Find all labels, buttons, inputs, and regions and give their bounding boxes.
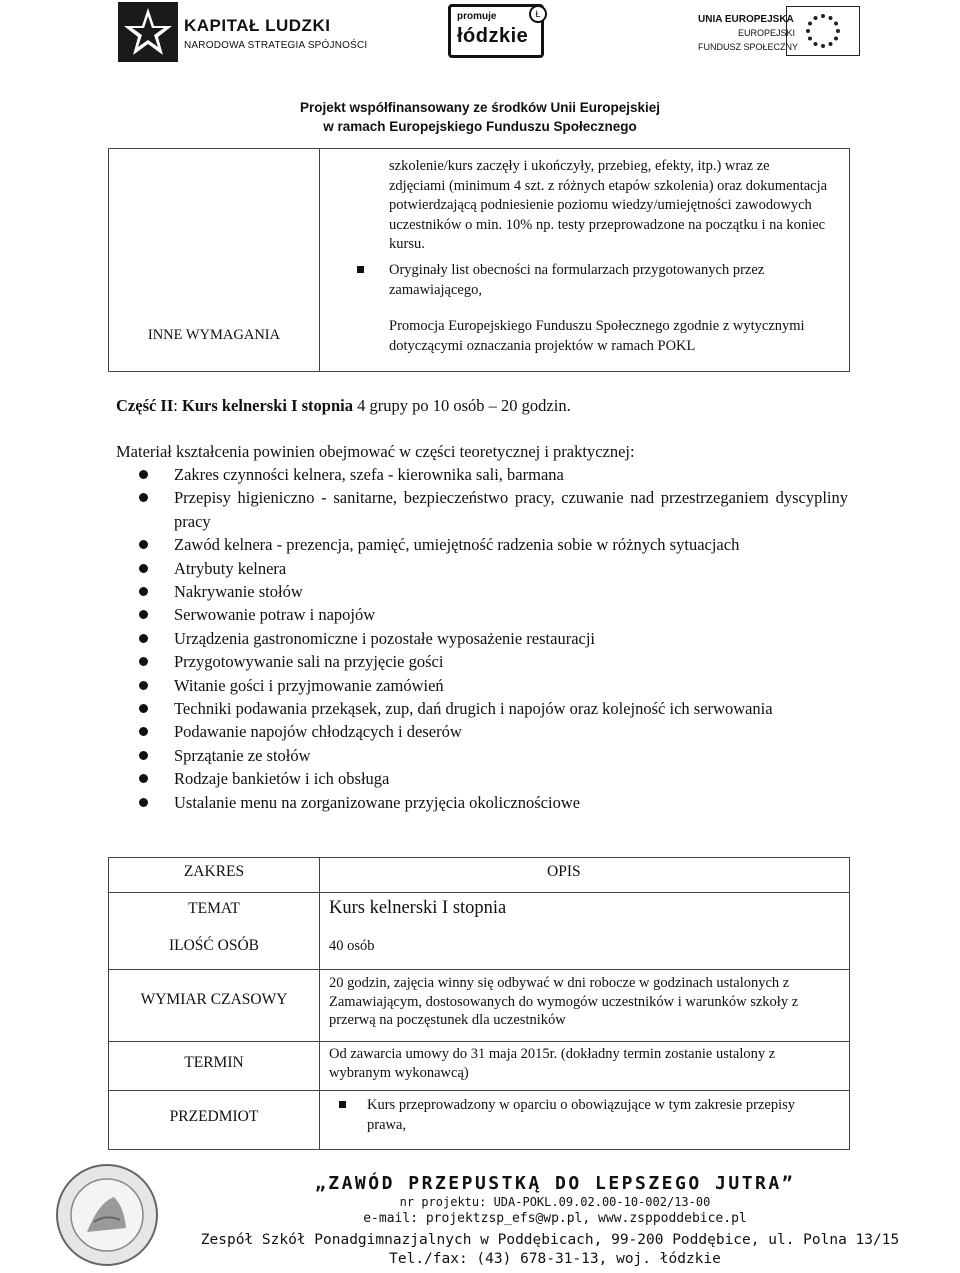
project-motto: „ZAWÓD PRZEPUSTKĄ DO LEPSZEGO JUTRA” bbox=[314, 1173, 796, 1194]
cofinancing-line-2: w ramach Europejskiego Funduszu Społecznego bbox=[323, 119, 637, 134]
curriculum-topic-item bbox=[116, 486, 848, 533]
eu-flag-icon bbox=[786, 6, 860, 56]
bullet-dot-icon bbox=[138, 609, 149, 620]
bullet-dot-icon bbox=[138, 680, 149, 691]
curriculum-topic-item bbox=[116, 767, 848, 790]
curriculum-topic-text: Techniki podawania przekąsek, zup, dań drugich i napojów oraz kolejność ich serwowania bbox=[174, 699, 773, 719]
przedmiot-value: Kurs przeprowadzony w oparciu o obowiązujące w tym zakresie przepisy prawa, bbox=[367, 1097, 795, 1133]
bullet-dot-icon bbox=[138, 773, 149, 784]
school-seal-icon bbox=[54, 1162, 160, 1268]
termin-value: Od zawarcia umowy do 31 maja 2015r. (dokładny termin zostanie ustalony z wybranym wykonawcą) bbox=[329, 1046, 776, 1081]
kapital-ludzki-title: KAPITAŁ LUDZKI bbox=[184, 16, 331, 35]
curriculum-topic-text: Atrybuty kelnera bbox=[174, 558, 287, 578]
przedmiot-label: PRZEDMIOT bbox=[169, 1108, 259, 1125]
bullet-dot-icon bbox=[138, 539, 149, 550]
curriculum-topic-item bbox=[116, 627, 848, 650]
school-phone: Tel./fax: (43) 678-31-13, woj. łódzkie bbox=[389, 1251, 721, 1267]
curriculum-topic-item bbox=[116, 533, 848, 556]
curriculum-topic-item bbox=[116, 603, 848, 626]
curriculum-topic-text: Urządzenia gastronomiczne i pozostałe wyposażenie restauracji bbox=[174, 628, 596, 648]
bullet-dot-icon bbox=[138, 797, 149, 808]
curriculum-topic-text: Serwowanie potraw i napojów bbox=[174, 605, 376, 625]
course-details-table bbox=[108, 857, 850, 1150]
table-column-divider bbox=[319, 149, 320, 371]
requirements-table bbox=[108, 148, 850, 372]
bullet-dot-icon bbox=[138, 703, 149, 714]
eu-social-fund-text: FUNDUSZ SPOŁECZNY bbox=[698, 42, 799, 52]
curriculum-topic-item bbox=[116, 674, 848, 697]
temat-label: TEMAT bbox=[188, 900, 240, 917]
curriculum-topic-text: Zakres czynności kelnera, szefa - kierownika sali, barmana bbox=[174, 465, 564, 484]
bullet-dot-icon bbox=[138, 586, 149, 597]
section-course-title: Kurs kelnerski I stopnia bbox=[182, 396, 353, 415]
termin-label: TERMIN bbox=[184, 1054, 244, 1071]
ilosc-osob-label: ILOŚĆ OSÓB bbox=[168, 937, 259, 954]
eu-union-text: UNIA EUROPEJSKA bbox=[698, 14, 794, 25]
section-course-details: 4 grupy po 10 osób – 20 godzin. bbox=[357, 396, 571, 415]
curriculum-topic-text: Podawanie napojów chłodzących i deserów bbox=[174, 722, 462, 742]
section-heading bbox=[116, 396, 571, 416]
kapital-ludzki-star-icon bbox=[118, 2, 178, 62]
curriculum-topic-text: Przepisy higieniczno - sanitarne, bezpieczeństwo pracy, czuwanie nad przestrzeganiem dyscypliny pracy bbox=[174, 488, 848, 531]
table-row-divider bbox=[109, 892, 849, 893]
curriculum-topic-text: Rodzaje bankietów i ich obsługa bbox=[174, 769, 390, 789]
wymiar-czasowy-value: 20 godzin, zajęcia winny się odbywać w dni robocze w godzinach ustalonych z Zamawiającym, dostosowanych do wymogów uczestników i warunków szkoły z przerwą na poczęstunek dla uczestników bbox=[329, 975, 799, 1029]
curriculum-topic-item bbox=[116, 791, 848, 814]
school-address: Zespół Szkół Ponadgimnazjalnych w Poddębicach, 99-200 Poddębice, ul. Polna 13/15 bbox=[200, 1232, 900, 1248]
table-row-divider bbox=[109, 1090, 849, 1091]
curriculum-topic-text: Witanie gości i przyjmowanie zamówień bbox=[174, 675, 444, 695]
square-bullet-icon bbox=[357, 266, 364, 273]
bullet-dot-icon bbox=[138, 656, 149, 667]
kapital-ludzki-subtitle: NARODOWA STRATEGIA SPÓJNOŚCI bbox=[184, 40, 368, 51]
table-row-divider bbox=[109, 969, 849, 970]
curriculum-topic-item bbox=[116, 720, 848, 743]
documentation-requirement-text: szkolenie/kurs zaczęły i ukończyły, przebieg, efekty, itp.) wraz ze zdjęciami (minimum 4 szt. z różnych etapów szkolenia) oraz dokumentacja potwierdzającą podniesienie poziomu wiedzy/umiejętności zawodowych uczestników o min. 10% np. testy przeprowadzone na początku i na koniec kursu. bbox=[389, 158, 828, 252]
project-number: nr projektu: UDA-POKL.09.02.00-10-002/13-00 bbox=[399, 1195, 711, 1209]
lodzkie-promuje-text: promuje bbox=[457, 11, 497, 22]
curriculum-topic-text: Ustalanie menu na zorganizowane przyjęcia okolicznościowe bbox=[174, 792, 581, 812]
eu-european-text: EUROPEJSKI bbox=[738, 28, 796, 38]
curriculum-topic-item bbox=[116, 463, 848, 486]
curriculum-topic-text: Sprzątanie ze stołów bbox=[174, 745, 311, 765]
curriculum-topic-item bbox=[116, 557, 848, 580]
section-colon: : bbox=[173, 396, 178, 415]
header-zakres: ZAKRES bbox=[183, 863, 245, 880]
bullet-dot-icon bbox=[138, 633, 149, 644]
square-bullet-icon bbox=[339, 1101, 346, 1108]
other-requirements-label: INNE WYMAGANIA bbox=[147, 327, 281, 343]
curriculum-topic-item bbox=[116, 650, 848, 673]
lodzkie-name-text: łódzkie bbox=[457, 25, 529, 47]
curriculum-intro: Materiał kształcenia powinien obejmować w części teoretycznej i praktycznej: bbox=[116, 442, 635, 461]
other-requirements-value: Promocja Europejskiego Funduszu Społecznego zgodnie z wytycznymi dotyczącymi oznaczania projektów w ramach POKL bbox=[389, 318, 805, 354]
eu-logo bbox=[698, 14, 898, 60]
curriculum-topic-text: Zawód kelnera - prezencja, pamięć, umiejętność radzenia sobie w różnych sytuacjach bbox=[174, 535, 740, 555]
curriculum-topic-text: Nakrywanie stołów bbox=[174, 582, 303, 602]
table-column-divider bbox=[319, 858, 320, 1149]
page-header bbox=[0, 0, 960, 92]
contact-email-website: e-mail: projektzsp_efs@wp.pl, www.zsppoddebice.pl bbox=[363, 1211, 747, 1226]
attendance-list-text: Oryginały list obecności na formularzach przygotowanych przez zamawiającego, bbox=[389, 262, 765, 298]
ilosc-osob-value: 40 osób bbox=[329, 938, 375, 954]
wymiar-czasowy-label: WYMIAR CZASOWY bbox=[140, 991, 288, 1008]
curriculum-topic-item bbox=[116, 697, 848, 720]
cofinancing-note bbox=[0, 98, 960, 136]
curriculum-topic-text: Przygotowywanie sali na przyjęcie gości bbox=[174, 652, 444, 672]
bullet-dot-icon bbox=[138, 726, 149, 737]
table-row-divider bbox=[109, 1041, 849, 1042]
bullet-dot-icon bbox=[138, 469, 149, 480]
section-part-label: Część II bbox=[116, 396, 174, 415]
registered-mark-icon: Ł bbox=[529, 5, 547, 23]
header-opis: OPIS bbox=[547, 863, 581, 880]
temat-value: Kurs kelnerski I stopnia bbox=[329, 898, 507, 918]
bullet-dot-icon bbox=[138, 492, 149, 503]
kapital-ludzki-logo bbox=[118, 2, 368, 62]
bullet-dot-icon bbox=[138, 750, 149, 761]
bullet-dot-icon bbox=[138, 563, 149, 574]
cofinancing-line-1: Projekt współfinansowany ze środków Unii Europejskiej bbox=[299, 100, 661, 115]
curriculum-topic-item bbox=[116, 580, 848, 603]
promuje-lodzkie-logo bbox=[448, 4, 544, 58]
curriculum-topics-list bbox=[116, 463, 848, 814]
curriculum-topic-item bbox=[116, 744, 848, 767]
